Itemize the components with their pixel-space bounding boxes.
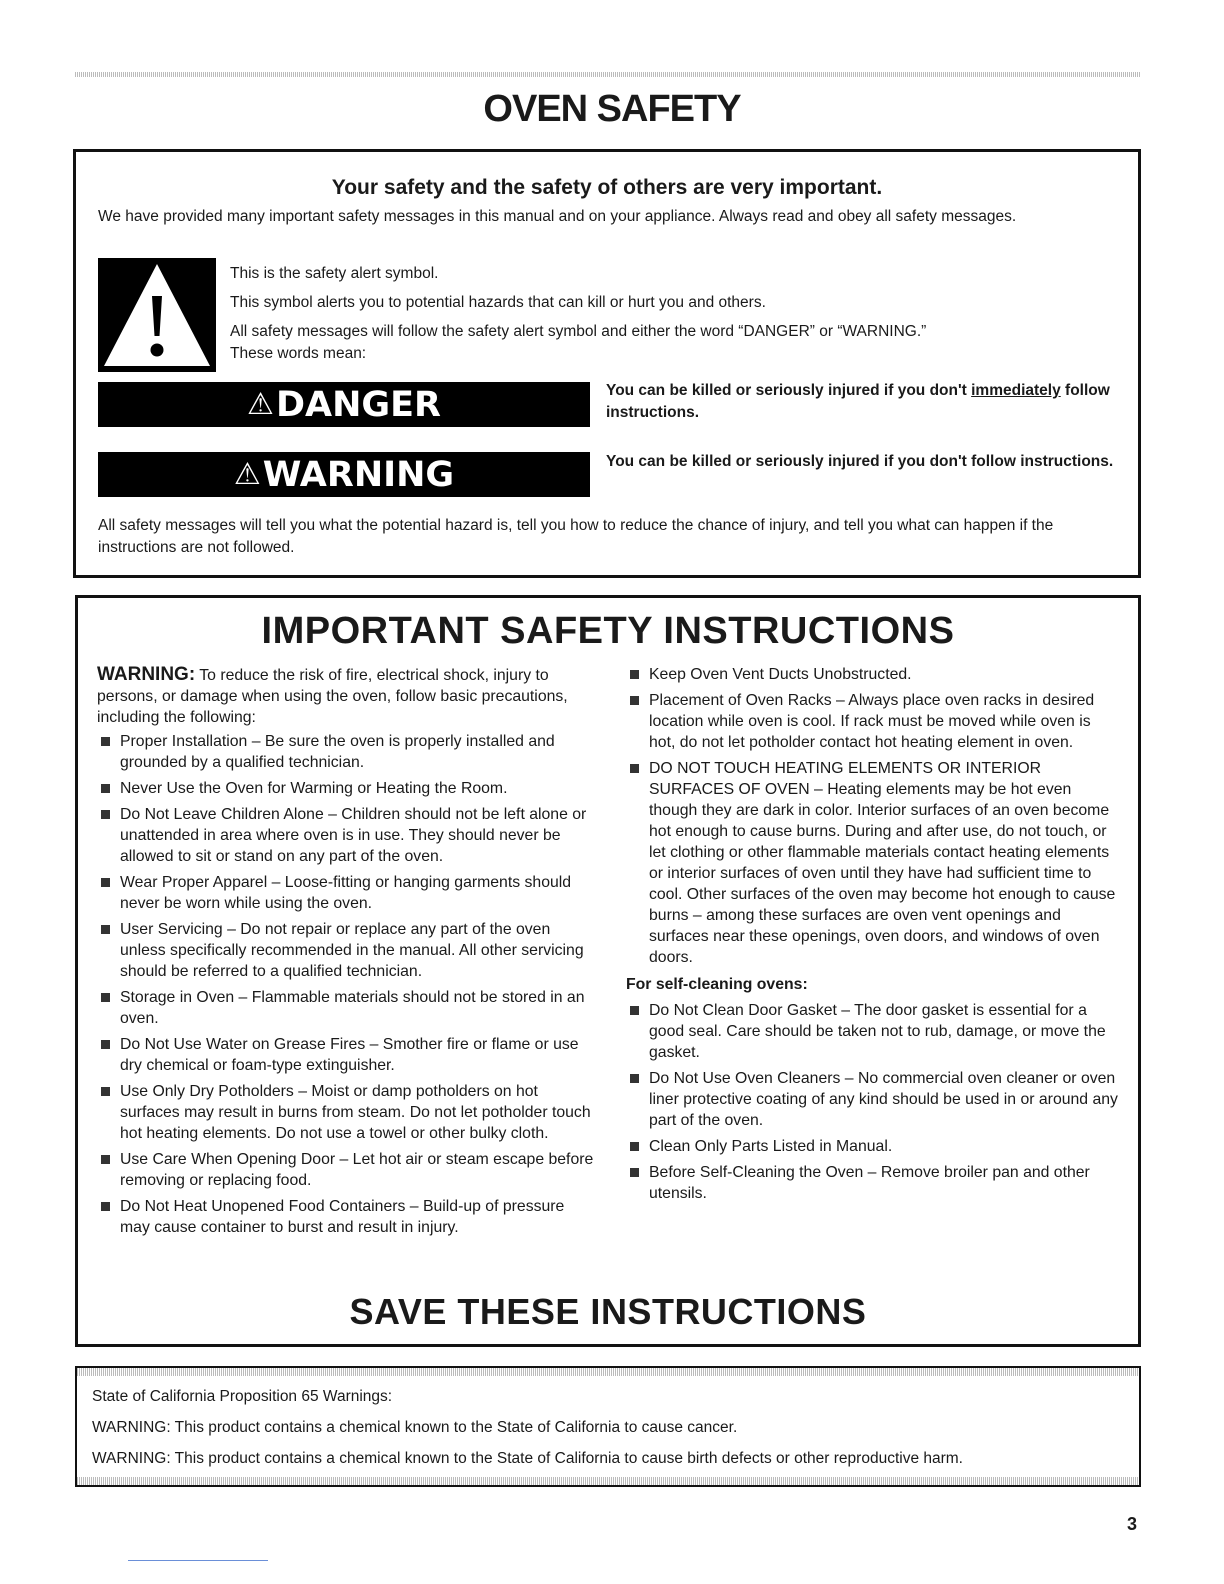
list-item-text: Wear Proper Apparel – Loose-fitting or hanging garments should never be worn while using the oven. [120, 874, 572, 912]
danger-text-part: You can be killed or seriously injured if you don't [606, 382, 972, 399]
danger-signal-bar [98, 382, 590, 427]
alert-line: This symbol alerts you to potential hazards that can kill or hurt you and others. [230, 294, 766, 311]
safety-alert-symbol-icon [98, 258, 216, 372]
list-item [97, 1034, 597, 1076]
safety-box-intro: We have provided many important safety messages in this manual and on your appliance. Always read and obey all safety messages. [98, 208, 1017, 225]
danger-alert-icon: ⚠ [247, 387, 274, 422]
warning-paragraph [97, 664, 597, 728]
safety-box-footer: All safety messages will tell you what the potential hazard is, tell you how to reduce the chance of injury, and tell you what can happen if the instructions are not followed. [98, 517, 1054, 556]
list-item-text: Do Not Use Oven Cleaners – No commercial oven cleaner or oven liner protective coating of any kind should be used in or around any part of the oven. [649, 1070, 1118, 1129]
list-item-text: Keep Oven Vent Ducts Unobstructed. [649, 666, 912, 683]
bullet-icon [630, 670, 639, 679]
list-item [626, 758, 1121, 968]
alert-line: All safety messages will follow the safety alert symbol and either the word “DANGER” or “WARNING.” [230, 323, 927, 340]
prop65-line: WARNING: This product contains a chemical known to the State of California to cause cancer. [92, 1419, 738, 1436]
danger-text-emphasis: immediately [971, 382, 1061, 399]
list-item [626, 664, 1121, 685]
list-item-text: Storage in Oven – Flammable materials should not be stored in an oven. [120, 989, 585, 1027]
list-item [626, 690, 1121, 753]
alert-line: This is the safety alert symbol. [230, 265, 439, 282]
list-item-text: Do Not Heat Unopened Food Containers – Build-up of pressure may cause container to burst and result in injury. [120, 1198, 565, 1236]
list-item-text: DO NOT TOUCH HEATING ELEMENTS OR INTERIOR SURFACES OF OVEN – Heating elements may be hot even though they are dark in color. Interior surfaces of an oven become hot enough to cause burns. During and after use, do not touch, or let clothing or other flammable materials contact heating elements or interior surfaces of oven until they have had sufficient time to cool. Other surfaces of the oven may become hot enough to cause burns – among these surfaces are oven vent openings and surfaces near these openings, oven doors, and windows of oven doors. [649, 760, 1116, 966]
list-item [97, 1149, 597, 1191]
bullet-icon [101, 1202, 110, 1211]
prop65-line: State of California Proposition 65 Warnings: [92, 1388, 393, 1405]
bullet-icon [101, 925, 110, 934]
alert-symbol-description [230, 263, 1110, 365]
prop65-warning-box [75, 1366, 1141, 1487]
list-item-text: Clean Only Parts Listed in Manual. [649, 1138, 893, 1155]
warning-lead-label: WARNING: [97, 664, 196, 685]
bullet-icon [101, 737, 110, 746]
list-item-text: Use Only Dry Potholders – Moist or damp potholders on hot surfaces may result in burns from steam. Do not let potholder touch hot heating elements. Do not use a towel or other bulky cloth. [120, 1083, 591, 1142]
bullet-icon [630, 1006, 639, 1015]
list-item [97, 778, 597, 799]
danger-description [606, 380, 1136, 424]
important-safety-instructions-box [75, 595, 1141, 1347]
instructions-left-column [97, 664, 597, 1243]
save-instructions-title: SAVE THESE INSTRUCTIONS [349, 1291, 867, 1332]
page-number: 3 [1127, 1514, 1138, 1534]
list-item [97, 919, 597, 982]
prop65-line: WARNING: This product contains a chemical known to the State of California to cause birth defects or other reproductive harm. [92, 1450, 963, 1467]
list-item [97, 731, 597, 773]
warning-alert-icon: ⚠ [233, 457, 261, 492]
bullet-icon [101, 1155, 110, 1164]
bullet-icon [630, 696, 639, 705]
bullet-icon [101, 784, 110, 793]
alert-line: These words mean: [230, 345, 367, 362]
bullet-icon [101, 810, 110, 819]
bullet-icon [630, 764, 639, 773]
bullet-icon [630, 1074, 639, 1083]
warning-signal-bar [98, 452, 590, 497]
list-item-text: Never Use the Oven for Warming or Heating the Room. [120, 780, 508, 797]
safety-box-title: Your safety and the safety of others are very important. [331, 176, 883, 199]
warning-label: WARNING [262, 454, 455, 495]
list-item-text: Proper Installation – Be sure the oven is properly installed and grounded by a qualified technician. [120, 733, 555, 771]
safety-message-box [73, 149, 1141, 578]
instructions-right-column [626, 664, 1121, 1209]
list-item [97, 1196, 597, 1238]
bullet-icon [101, 878, 110, 887]
list-item [97, 804, 597, 867]
list-item [626, 1136, 1121, 1157]
instructions-title: IMPORTANT SAFETY INSTRUCTIONS [261, 610, 955, 652]
list-item [97, 872, 597, 914]
list-item-text: User Servicing – Do not repair or replace any part of the oven unless specifically recommended in the manual. All other servicing should be referred to a qualified technician. [120, 921, 584, 980]
prop65-text [92, 1386, 963, 1479]
bullet-icon [101, 993, 110, 1002]
warning-lead-text: To reduce the risk of fire, electrical shock, injury to persons, or damage when using the oven, follow basic precautions, including the following: [97, 667, 568, 726]
bullet-icon [630, 1142, 639, 1151]
top-divider [75, 72, 1141, 77]
list-item [626, 1162, 1121, 1204]
page-title: OVEN SAFETY [483, 88, 741, 130]
self-cleaning-heading: For self-cleaning ovens: [626, 976, 808, 993]
list-item-text: Do Not Use Water on Grease Fires – Smother fire or flame or use dry chemical or foam-type extinguisher. [120, 1036, 579, 1074]
prop65-top-border [77, 1368, 1139, 1376]
danger-label: DANGER [275, 384, 441, 425]
bullet-icon [630, 1168, 639, 1177]
list-item [626, 1068, 1121, 1131]
list-item-text: Before Self-Cleaning the Oven – Remove broiler pan and other utensils. [649, 1164, 1090, 1202]
list-item-text: Do Not Leave Children Alone – Children should not be left alone or unattended in area where oven is in use. They should never be allowed to sit or stand on any part of the oven. [120, 806, 587, 865]
list-item [97, 987, 597, 1029]
bullet-icon [101, 1040, 110, 1049]
list-item [626, 1000, 1121, 1063]
list-item-text: Do Not Clean Door Gasket – The door gasket is essential for a good seal. Care should be taken not to rub, damage, or move the gasket. [649, 1002, 1106, 1061]
bottom-divider [128, 1560, 268, 1561]
list-item [97, 1081, 597, 1144]
list-item-text: Use Care When Opening Door – Let hot air or steam escape before removing or replacing food. [120, 1151, 594, 1189]
list-item-text: Placement of Oven Racks – Always place oven racks in desired location while oven is cool. If rack must be moved while oven is hot, do not let potholder contact hot heating element in oven. [649, 692, 1095, 751]
warning-description: You can be killed or seriously injured if you don't follow instructions. [606, 453, 1114, 470]
danger-text-part: follow instructions. [606, 382, 1110, 421]
bullet-icon [101, 1087, 110, 1096]
